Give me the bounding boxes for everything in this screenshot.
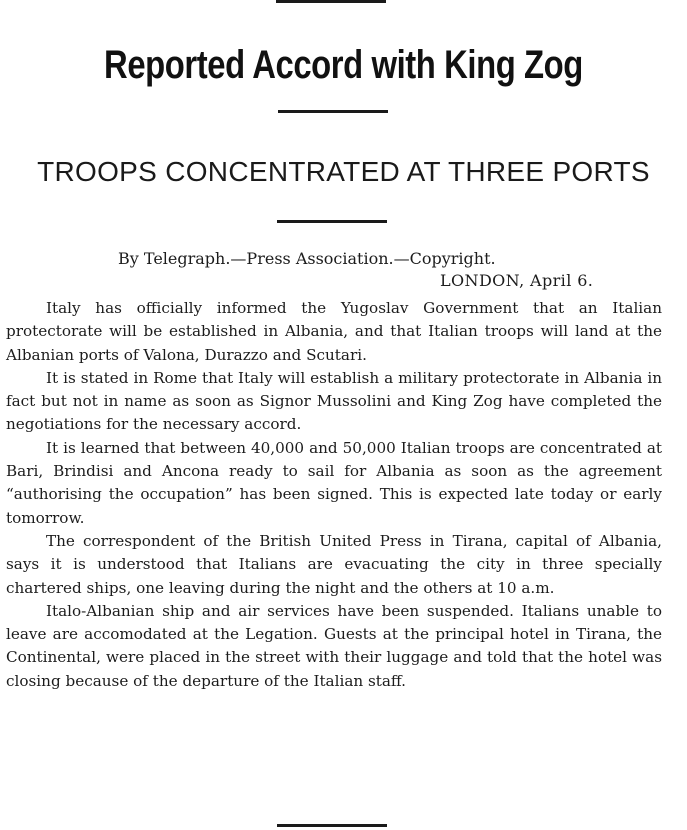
article-paragraph: Italy has officially informed the Yugoslav Government that an Italian protectorate will be established in Albania, and that Italian troops will land at the Albanian ports of Valona, Durazzo and Scutari. [6, 299, 662, 364]
article-paragraph: The correspondent of the British United Press in Tirana, capital of Albania, says it is understood that Italians are evacuating the city in three specially chartered ships, one leaving during the night and the others at 10 a.m. [6, 531, 662, 597]
byline: By Telegraph.—Press Association.—Copyright. [118, 249, 496, 268]
article-body [6, 297, 662, 693]
top-rule [276, 0, 386, 3]
dateline: LONDON, April 6. [440, 271, 594, 290]
article-paragraph: Italo-Albanian ship and air services have been suspended. Italians unable to leave are accomodated at the Legation. Guests at the principal hotel in Tirana, the Continental, were placed in the street with their luggage and told that the hotel was closing because of the departure of the Italian staff. [6, 601, 662, 690]
subheadline: TROOPS CONCENTRATED AT THREE PORTS [37, 156, 650, 187]
subheadline-divider [277, 220, 387, 223]
headline: Reported Accord with King Zog [104, 43, 583, 87]
article-paragraph: It is learned that between 40,000 and 50,000 Italian troops are concentrated at Bari, Brindisi and Ancona ready to sail for Albania as soon as the agreement “authorising the occupation” has been signed. This is expected late today or early tomorrow. [6, 438, 662, 527]
bottom-rule [277, 824, 387, 827]
headline-divider [278, 110, 388, 113]
article-paragraph: It is stated in Rome that Italy will establish a military protectorate in Albania in fact but not in name as soon as Signor Mussolini and King Zog have completed the negotiations for the necessary accord. [6, 368, 662, 434]
